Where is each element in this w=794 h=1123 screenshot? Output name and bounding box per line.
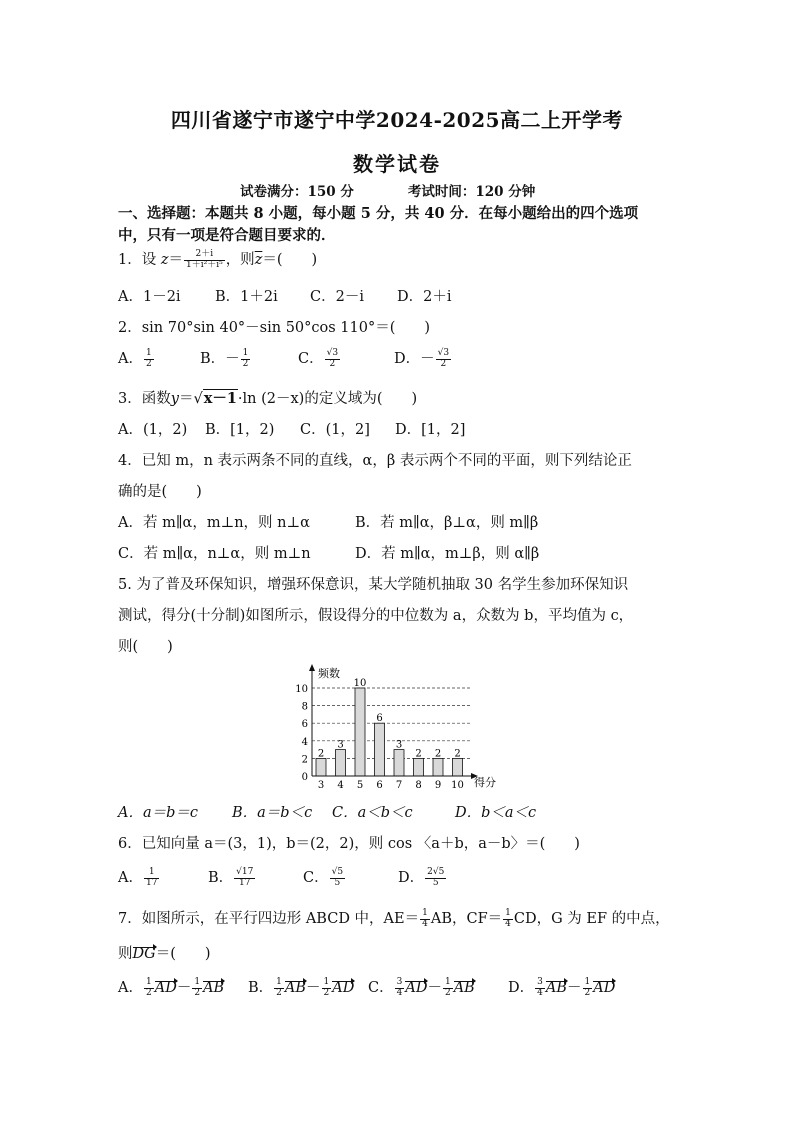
section-heading-line1: 一、选择题：本题共 8 小题，每小题 5 分，共 40 分．在每小题给出的四个选项: [118, 205, 639, 222]
question-2: 2．sin 70°sin 40°－sin 50°cos 110°＝( ): [118, 320, 431, 336]
q6-option-c: C． $\frac{√5}{5}$: [303, 866, 344, 888]
bar: [336, 750, 346, 776]
bar-value-label: 3: [395, 739, 403, 751]
question-5-line1: 5. 为了普及环保知识，增强环保意识，某大学随机抽取 30 名学生参加环保知识: [118, 577, 629, 593]
q5-option-d: D．b＜a＜c: [455, 805, 537, 821]
q7-option-a: A． $\frac{1}{2}$ AD－ $\frac{1}{2}$ AB: [118, 976, 225, 998]
bar-value-label: 2: [317, 748, 325, 760]
score-frequency-chart: [290, 664, 510, 794]
bar-value-label: 6: [376, 713, 383, 725]
y-tick-label: 8: [301, 701, 308, 713]
y-tick-label: 6: [301, 719, 308, 731]
q7-option-c: C． $\frac{3}{4}$ AD－ $\frac{1}{2}$ AB: [368, 976, 475, 998]
full-score: 试卷满分：150 分: [240, 184, 354, 200]
q4-option-a: A．若 m∥α，m⊥n，则 n⊥α: [118, 515, 310, 531]
bar: [394, 750, 404, 776]
q1-option-b: B．1＋2i: [215, 289, 278, 305]
question-5-line2: 测试，得分(十分制)如图所示，假设得分的中位数为 a，众数为 b，平均值为 c，: [118, 608, 634, 624]
q7-option-b: B． $\frac{1}{2}$ AB－ $\frac{1}{2}$ AD: [248, 976, 355, 998]
q4-option-b: B．若 m∥α，β⊥α，则 m∥β: [355, 515, 539, 531]
bar: [375, 723, 385, 776]
q2-option-c: C． $\frac{√3}{2}$: [298, 347, 339, 369]
bar-value-label: 2: [415, 748, 422, 760]
x-tick-label: 8: [415, 780, 422, 791]
q4-option-d: D．若 m∥α，m⊥β，则 α∥β: [355, 546, 540, 562]
question-4-line2: 确的是( ): [118, 484, 202, 500]
question-7-line1: 7．如图所示，在平行四边形 ABCD 中，AE＝ $\frac{1}{4}$ AB，CF＝ $\frac{1}{4}$ CD，G 为 EF 的中点，: [118, 907, 670, 929]
q5-option-b: B．a＝b＜c: [232, 805, 313, 821]
q1-option-a: A．1－2i: [118, 289, 181, 305]
y-tick-label: 2: [301, 754, 308, 766]
x-tick-label: 3: [317, 780, 325, 791]
question-1: 1．设 z＝ $\frac{2+i}{\text{1＋i²＋i⁵}}$ ，则$\overline{z}=$( ): [118, 248, 318, 270]
q6-option-d: D． $\frac{2√5}{5}$: [398, 866, 445, 888]
q3-option-b: B．[1，2): [205, 422, 275, 438]
q2-option-b: B．－ $\frac{1}{2}$: [200, 347, 249, 369]
x-tick-label: 7: [395, 780, 403, 791]
q1-option-c: C．2－i: [310, 289, 364, 305]
bar: [433, 758, 443, 776]
y-axis-arrow-icon: [309, 664, 315, 671]
y-tick-label: 4: [301, 736, 308, 748]
question-5-line3: 则( ): [118, 639, 173, 655]
y-tick-label: 10: [295, 684, 308, 695]
exam-meta: [240, 180, 535, 200]
section-heading-line2: 中，只有一项是符合题目要求的．: [118, 227, 336, 244]
x-tick-label: 6: [376, 780, 383, 791]
q3-option-c: C．(1，2]: [300, 422, 370, 438]
q2-option-a: A． $\frac{1}{2}$: [118, 347, 152, 369]
question-6: 6．已知向量 a＝(3，1)，b＝(2，2)，则 cos 〈a＋b，a－b〉＝( ): [118, 836, 580, 852]
fraction: $\frac{2+i}{\text{1＋i²＋i⁵}}$: [185, 248, 223, 270]
q6-option-b: B． $\frac{√17}{17}$: [208, 866, 254, 888]
y-axis-title: 频数: [318, 667, 340, 680]
y-tick-label: 0: [301, 772, 308, 783]
exam-title: 四川省遂宁市遂宁中学2024-2025高二上开学考: [170, 108, 624, 132]
exam-time: 考试时间：120 分钟: [407, 184, 536, 200]
bar: [316, 758, 326, 776]
q3-option-a: A．(1，2): [118, 422, 188, 438]
x-tick-label: 10: [451, 780, 464, 791]
bar: [414, 758, 424, 776]
q4-option-c: C．若 m∥α，n⊥α，则 m⊥n: [118, 546, 311, 562]
bar: [453, 758, 463, 776]
q7-option-d: D． $\frac{3}{4}$ AB－ $\frac{1}{2}$ AD: [508, 976, 616, 998]
question-4-line1: 4．已知 m，n 表示两条不同的直线，α，β 表示两个不同的平面，则下列结论正: [118, 453, 632, 469]
question-7-line2: 则DG＝( ): [118, 946, 211, 962]
q3-option-d: D．[1，2]: [395, 422, 466, 438]
bar: [355, 688, 365, 776]
q5-option-a: A．a＝b＝c: [118, 805, 199, 821]
bar-value-label: 2: [454, 748, 461, 760]
q2-option-d: D．－ $\frac{√3}{2}$: [394, 347, 450, 369]
bar-value-label: 3: [337, 739, 344, 751]
question-3: 3．函数y＝√x－1·ln (2－x)的定义域为( ): [118, 390, 418, 407]
x-tick-label: 9: [434, 780, 442, 791]
x-axis-title: 得分: [474, 776, 496, 789]
q5-option-c: C．a＜b＜c: [332, 805, 413, 821]
x-tick-label: 4: [337, 780, 344, 791]
q1-option-d: D．2＋i: [397, 289, 452, 305]
bar-value-label: 2: [434, 748, 442, 760]
bar-value-label: 10: [353, 678, 367, 689]
q6-option-a: A． $\frac{1}{17}$: [118, 866, 158, 888]
exam-subtitle: 数学试卷: [353, 152, 441, 176]
x-tick-label: 5: [356, 780, 364, 791]
